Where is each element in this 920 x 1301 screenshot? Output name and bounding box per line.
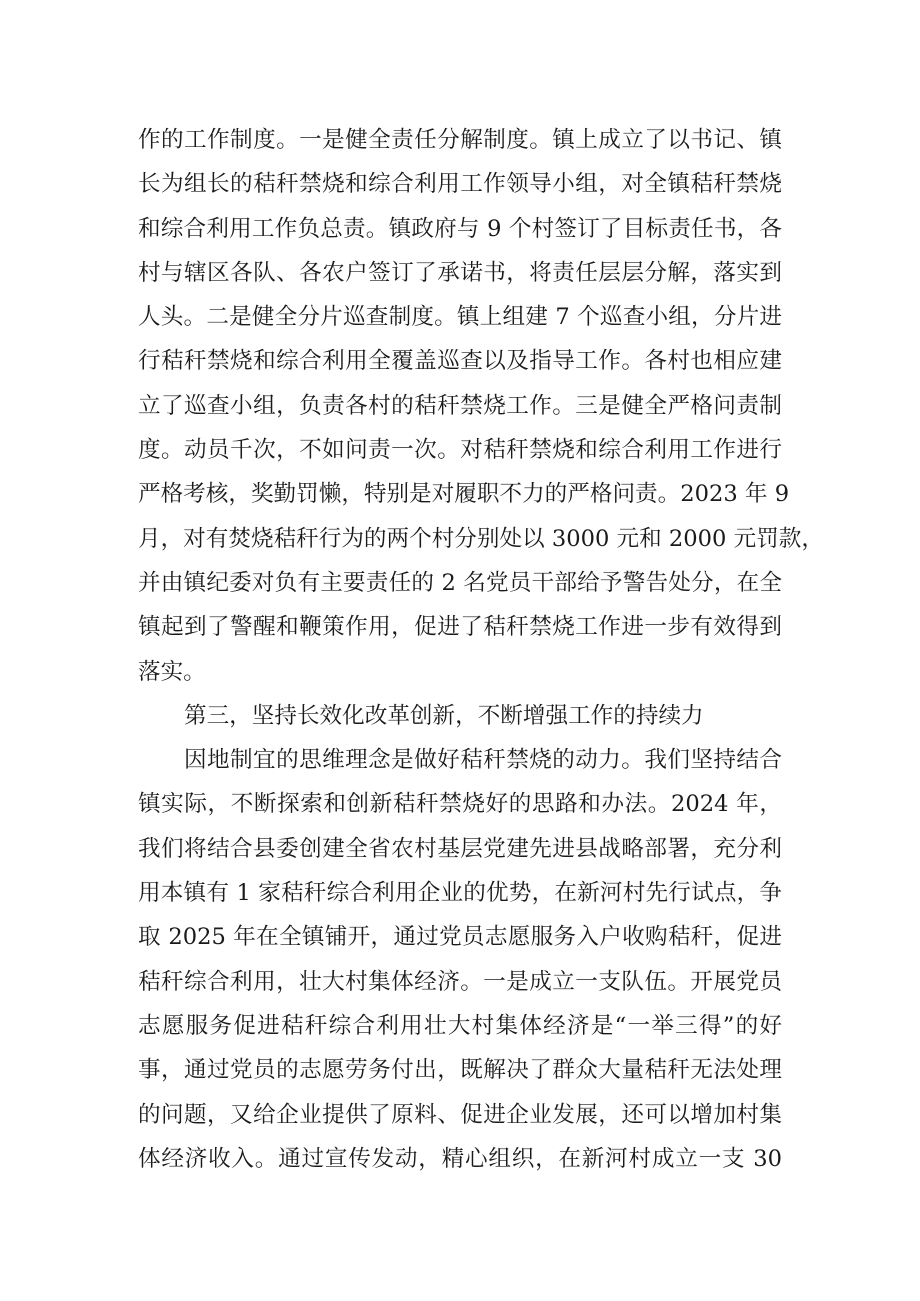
text-line: 长为组长的秸秆禁烧和综合利用工作领导小组，对全镇秸秆禁烧 [138,171,782,198]
text-line: 取 2025 年在全镇铺开，通过党员志愿服务入户收购秸秆，促进 [138,924,782,951]
text-line: 作的工作制度。一是健全责任分解制度。镇上成立了以书记、镇 [138,127,782,153]
text-line: 我们将结合县委创建全省农村基层党建先进县战略部署，充分利 [138,835,782,862]
text-line: 和综合利用工作负总责。镇政府与 9 个村签订了目标责任书，各 [138,215,782,242]
text-line: 事，通过党员的志愿劳务付出，既解决了群众大量秸秆无法处理 [138,1057,782,1084]
text-line: 村与辖区各队、各农户签订了承诺书，将责任层层分解，落实到 [138,259,782,286]
text-line: 体经济收入。通过宣传发动，精心组织，在新河村成立一支 30 [138,1145,782,1172]
text-line: 月，对有焚烧秸秆行为的两个村分别处以 3000 元和 2000 元罚款， [138,525,824,552]
section-heading: 第三，坚持长效化改革创新，不断增强工作的持续力 [184,702,704,729]
text-line: 用本镇有 1 家秸秆综合利用企业的优势，在新河村先行试点，争 [138,880,782,907]
text-line: 人头。二是健全分片巡查制度。镇上组建 7 个巡查小组，分片进 [138,304,782,331]
text-line: 镇起到了警醒和鞭策作用，促进了秸秆禁烧工作进一步有效得到 [138,614,782,641]
text-line: 并由镇纪委对负有主要责任的 2 名党员干部给予警告处分，在全 [138,569,782,596]
text-line: 行秸秆禁烧和综合利用全覆盖巡查以及指导工作。各村也相应建 [138,348,782,375]
paragraph-2 [138,738,782,1181]
text-line: 严格考核，奖勤罚懒，特别是对履职不力的严格问责。2023 年 9 [138,481,790,508]
text-line: 志愿服务促进秸秆综合利用壮大村集体经济是“一举三得”的好 [138,1012,782,1039]
text-line: 落实。 [138,658,206,685]
text-line: 度。动员千次，不如问责一次。对秸秆禁烧和综合利用工作进行 [138,437,782,464]
document-body [138,118,824,1181]
text-line: 的问题，又给企业提供了原料、促进企业发展，还可以增加村集 [138,1101,782,1128]
text-line: 立了巡查小组，负责各村的秸秆禁烧工作。三是健全严格问责制 [138,392,782,419]
text-line: 镇实际，不断探索和创新秸秆禁烧好的思路和办法。2024 年， [138,791,782,818]
text-line: 因地制宜的思维理念是做好秸秆禁烧的动力。我们坚持结合 [184,747,782,774]
text-line: 秸秆综合利用，壮大村集体经济。一是成立一支队伍。开展党员 [138,968,782,995]
paragraph-1 [138,118,824,694]
